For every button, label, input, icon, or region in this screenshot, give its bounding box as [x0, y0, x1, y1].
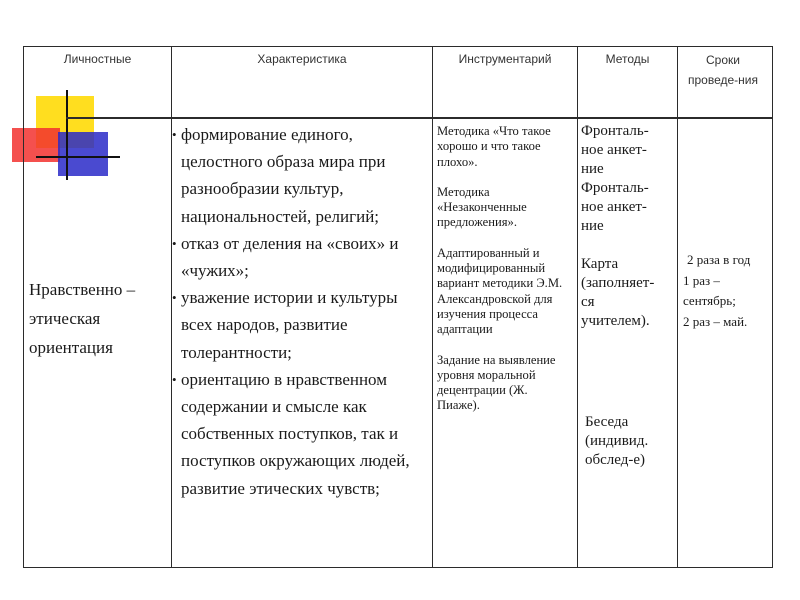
term-item: 2 раз – май.: [683, 313, 748, 329]
col-divider-3: [577, 46, 578, 568]
col-divider-4: [677, 46, 678, 568]
method-item: Фронталь-ное анкет-ние: [581, 180, 649, 234]
row-name: Нравственно – этическая ориентация: [29, 280, 136, 357]
header-col5: Сроки проведе-ния: [688, 53, 758, 87]
header-col1: Личностные: [63, 52, 132, 66]
logo-vertical-line: [66, 90, 68, 180]
tool-item: Адаптированный и модифицированный вариант методики Э.М. Александровской для изучения процесса адаптации: [437, 245, 563, 337]
term-item: 2 раза в год: [687, 252, 751, 267]
characteristics-list: [175, 121, 427, 502]
characteristic-item: • отказ от деления на «своих» и «чужих»;: [175, 230, 427, 284]
methods-column: [581, 122, 657, 470]
characteristic-item: • уважение истории и культуры всех народов, развитие толерантности;: [175, 284, 427, 366]
col-divider-2: [432, 46, 433, 568]
tool-item: Методика «Что такое хорошо и что такое плохо».: [437, 124, 551, 169]
table-top-border: [23, 46, 773, 47]
tool-item: Методика «Незаконченные предложения».: [437, 184, 527, 230]
terms-column: [683, 250, 763, 332]
method-item: Беседа (индивид. обслед-е): [585, 414, 649, 468]
table-left-border: [23, 46, 24, 568]
method-item: Карта (заполняет-ся учителем).: [581, 256, 655, 329]
table-bottom-border: [23, 567, 773, 568]
header-col2: Характеристика: [257, 52, 347, 66]
tools-column: [437, 124, 573, 414]
term-item: 1 раз – сентябрь;: [683, 272, 736, 308]
logo-horizontal-line: [36, 156, 120, 158]
header-col4: Методы: [605, 52, 650, 66]
characteristic-item: • ориентацию в нравственном содержании и смысле как собственных поступков, так и поступков окружающих людей, развитие этических чувств;: [175, 366, 427, 502]
tool-item: Задание на выявление уровня моральной децентрации (Ж. Пиаже).: [437, 352, 556, 413]
header-col3: Инструментарий: [458, 52, 552, 66]
characteristic-item: • формирование единого, целостного образа мира при разнообразии культур, национальностей, религий;: [175, 121, 427, 230]
header-bottom-border: [66, 117, 773, 119]
table-right-border: [772, 46, 773, 568]
method-item: Фронталь-ное анкет-ние: [581, 123, 649, 177]
decorative-logo: [10, 90, 120, 180]
